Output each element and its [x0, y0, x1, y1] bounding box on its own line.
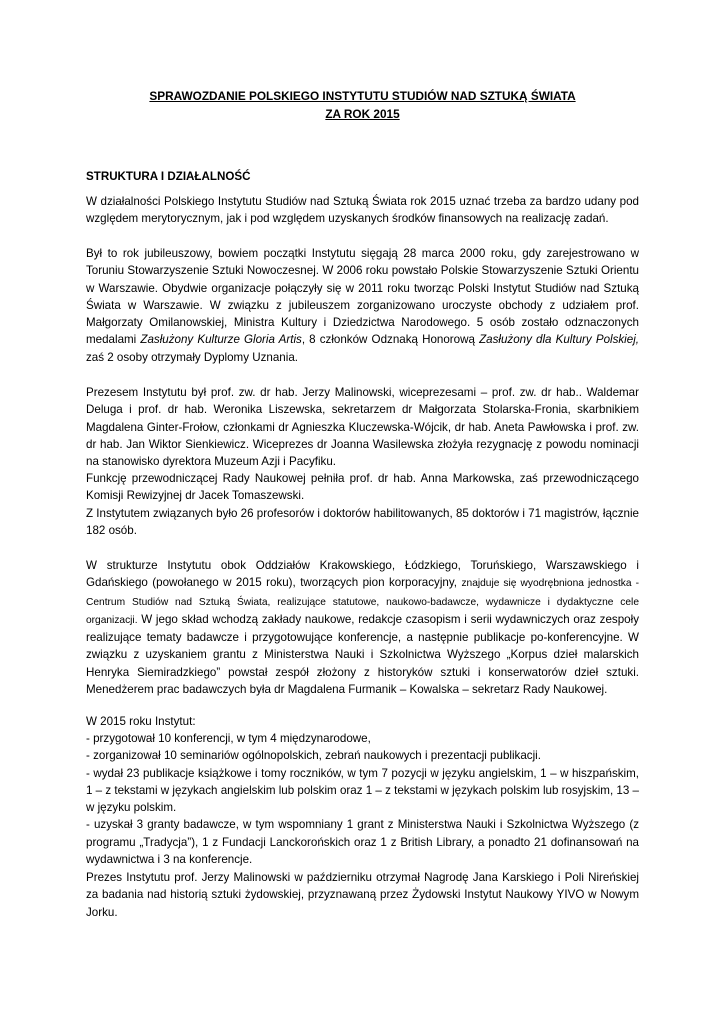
document-title [86, 87, 639, 123]
paragraph-board: Prezesem Instytutu był prof. zw. dr hab. Jerzy Malinowski, wiceprezesami – prof. zw. dr hab.. Waldemar Deluga i prof. dr hab. Weronika Liszewska, sekretarzem dr Małgorzata Stolarska-Fronia, skarbnikiem Magdalena Ginter-Frołow, członkami dr Agnieszka Kluczewska-Wójcik, dr hab. Aneta Pawłowska i prof. zw. dr hab. Jan Wiktor Sienkiewicz. Wiceprezes dr Joanna Wasilewska złożyła rezygnację z powodu nominacji na stanowisko dyrektora Muzeum Azji i Pacyfiku. [86, 386, 639, 469]
title-line-2: ZA ROK 2015 [325, 107, 400, 121]
list-item: - uzyskał 3 granty badawcze, w tym wspomniany 1 grant z Ministerstwa Nauki i Szkolnictwa Wyższego (z programu „Tradycja”), 1 z Fundacji Lanckorońskich oraz 1 z British Library, a ponadto 21 dofinansowań na wydawnictwa i 3 na konferencje. [86, 818, 639, 867]
title-line-1: SPRAWOZDANIE POLSKIEGO INSTYTUTU STUDIÓW NAD SZTUKĄ ŚWIATA [149, 89, 576, 103]
paragraph-structure-end: W jego skład wchodzą zakłady naukowe, redakcje czasopism i serii wydawniczych oraz zespoły realizujące tematy badawcze i przygotowujące konferencje, a następnie publikacje po-konferencyjne. W związku z uzyskaniem grantu z Ministerstwa Nauki i Szkolnictwa Wyższego „Korpus dzieł malarskich Henryka Siemiradzkiego” powstał zespół złożony z historyków sztuki i konserwatorów dzieł sztuki. Menedżerem prac badawczych była dr Magdalena Furmanik – Kowalska – sekretarz Rady Naukowej. [86, 612, 639, 697]
paragraph-jubilee-text: Był to rok jubileuszowy, bowiem początki Instytutu sięgają 28 marca 2000 roku, gdy zarejestrowano w Toruniu Stowarzyszenie Sztuki Nowoczesnej. W 2006 roku powstało Polskie Stowarzyszenie Sztuki Orientu w Warszawie. Obydwie organizacje połączyły się w 2011 roku tworząc Polski Instytut Studiów nad Sztuką Świata w Warszawie. W związku z jubileuszem zorganizowano uroczyste obchody z udziałem prof. Małgorzaty Omilanowskiej, Ministra Kultury i Dziedzictwa Narodowego. 5 osób zostało odznaczonych medalami [86, 247, 639, 347]
badge-name: Zasłużony dla Kultury Polskiej, [479, 333, 640, 347]
list-item: - zorganizował 10 seminariów ogólnopolskich, zebrań naukowych i prezentacji publikacji. [86, 749, 541, 763]
paragraph-jubilee-mid: , 8 członków Odznaką Honorową [301, 333, 480, 347]
paragraph-jubilee-end: zaś 2 osoby otrzymały Dyplomy Uznania. [86, 350, 298, 364]
paragraph-structure-start: W strukturze Instytutu obok Oddziałów Krakowskiego, Łódzkiego, Toruńskiego, Warszawskiego i Gdańskiego (powołanego w 2015 roku), tworzących pion korporacyjny, [86, 559, 639, 590]
paragraph-council: Funkcję przewodniczącej Rady Naukowej pełniła prof. dr hab. Anna Markowska, zaś przewodniczącego Komisji Rewizyjnej dr Jacek Tomaszewski. [86, 472, 639, 503]
section-heading: STRUKTURA I DZIAŁALNOŚĆ [86, 170, 251, 183]
paragraph-jubilee [86, 245, 639, 366]
paragraph-structure [86, 557, 639, 698]
paragraph-award: Prezes Instytutu prof. Jerzy Malinowski w październiku otrzymał Nagrodę Jana Karskiego i Poli Nireńskiej za badania nad historią sztuki żydowskiej, przyznawaną przez Żydowski Instytut Naukowy YIVO w Nowym Jorku. [86, 871, 639, 919]
paragraph-intro: W działalności Polskiego Instytutu Studiów nad Sztuką Świata rok 2015 uznać trzeba za bardzo udany pod względem merytorycznym, jak i pod względem uzyskanych środków finansowych na realizację zadań. [86, 195, 639, 226]
list-intro: W 2015 roku Instytut: [86, 715, 196, 728]
list-item: - przygotował 10 konferencji, w tym 4 międzynarodowe, [86, 732, 371, 745]
paragraph-structure-small: znajduje się wyodrębniona jednostka - Centrum Studiów nad Sztuką Świata, realizujące statutowe, naukowo-badawcze, wydawnicze i dydaktyczne cele organizacji. [86, 578, 639, 626]
medal-name: Zasłużony Kulturze Gloria Artis [140, 333, 302, 347]
activity-list [86, 730, 639, 868]
paragraph-members: Z Instytutem związanych było 26 profesorów i doktorów habilitowanych, 85 doktorów i 71 magistrów, łącznie 182 osób. [86, 507, 639, 538]
list-item: - wydał 23 publikacje książkowe i tomy roczników, w tym 7 pozycji w języku angielskim, 1 – w hiszpańskim, 1 – z tekstami w językach angielskim lub polskim oraz 1 – z tekstami w językach polskim lub rosyjskim, 13 – w języku polskim. [86, 766, 639, 815]
